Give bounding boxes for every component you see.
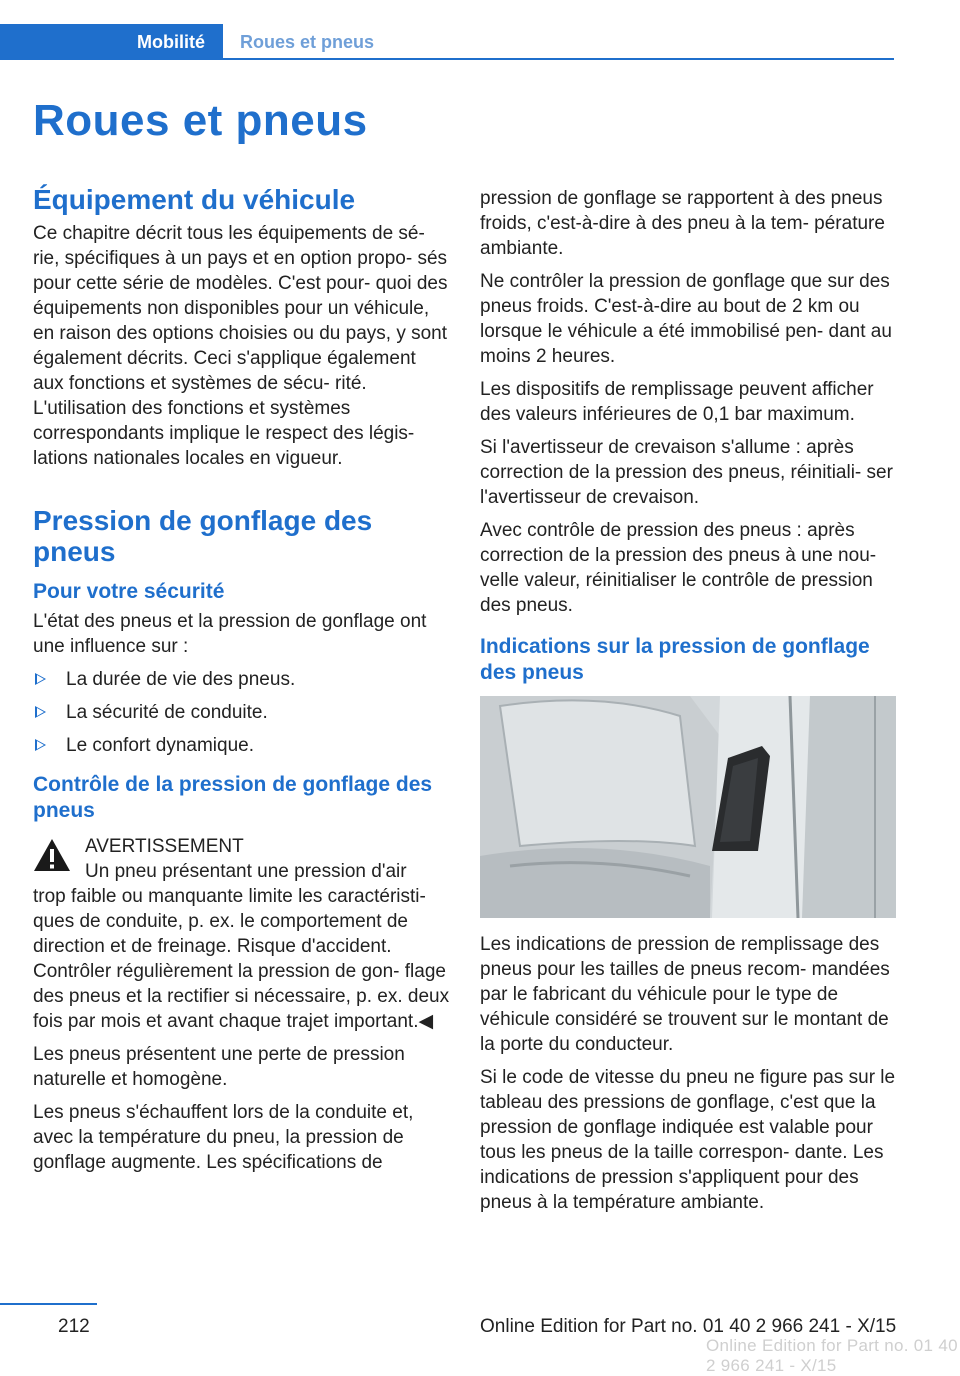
indications-heading: Indications sur la pression de gonflage des pneus	[480, 635, 870, 684]
pressure-heading: Pression de gonflage des pneus	[33, 505, 373, 567]
header-rule	[223, 58, 894, 60]
triangle-bullet-icon	[35, 739, 46, 751]
page-title: Roues et pneus	[33, 96, 368, 145]
list-item: La durée de vie des pneus.	[33, 667, 451, 692]
safety-heading: Pour votre sécurité	[33, 580, 225, 603]
list-item: Le confort dynamique.	[33, 733, 451, 758]
page-tab[interactable]: Roues et pneus	[240, 31, 375, 52]
safety-text: L'état des pneus et la pression de gonflage ont une influence sur :	[33, 611, 427, 657]
bullet-list	[33, 667, 451, 758]
warning-block	[33, 834, 451, 1034]
page-number: 212	[58, 1316, 90, 1337]
warning-text: Un pneu présentant une pression d'air trop faible ou manquante limite les caractéristi‐ ques de conduite, p. ex. le comportement de direction et de freinage. Risque d'accident. Contrôler régulièrement la pression de gon‐ flage des pneus et la rectifier si nécessaire, p. ex. deux fois par mois et avant chaque trajet important.◀	[33, 861, 450, 1032]
pressure-loss-text: Les pneus présentent une perte de pression naturelle et homogène.	[33, 1044, 405, 1090]
cold-tyres-text: pression de gonflage se rapportent à des pneus froids, c'est-à-dire à des pneu à la tem‐ pérature ambiante.	[480, 188, 885, 259]
triangle-bullet-icon	[35, 673, 46, 685]
tpms-text: Avec contrôle de pression des pneus : après correction de la pression des pneus à une nou‐ velle valeur, réinitialiser le contrôle de pression des pneus.	[480, 520, 877, 616]
right-column	[480, 186, 896, 1223]
list-item: La sécurité de conduite.	[33, 700, 451, 725]
watermark: Online Edition for Part no. 01 40 2 966 241 - X/15	[706, 1336, 958, 1375]
warning-triangle-icon	[33, 838, 71, 872]
speed-code-text: Si le code de vitesse du pneu ne figure pas sur le tableau des pressions de gonflage, c'est que la pression de gonflage indiquée est valable pour tous les pneus de la taille correspon‐ dante. Les indications de pression s'appliquent pour des pneus à la température ambiante.	[480, 1067, 896, 1213]
check-cold-text: Ne contrôler la pression de gonflage que sur des pneus froids. C'est-à-dire au bout de 2 km ou lorsque le véhicule a été immobilisé pen‐ dant au moins 2 heures.	[480, 271, 892, 367]
equipment-text: Ce chapitre décrit tous les équipements de sé‐ rie, spécifiques à un pays et en option propo‐ sés pour cette série de modèles. C'est pour‐ quoi des équipements non disponibles pour un véhicule, en raison des options choisies ou du pays, y sont également décrits. Ceci s'applique également aux fonctions et systèmes de sécu‐ rité. L'utilisation des fonctions et systèmes correspondants implique le respect des légis‐ lations nationales locales en vigueur.	[33, 223, 448, 469]
page-header	[0, 24, 894, 62]
door-pillar-photo	[480, 696, 896, 918]
footer-rule	[0, 1303, 97, 1305]
equipment-heading: Équipement du véhicule	[33, 184, 356, 215]
edition-note: Online Edition for Part no. 01 40 2 966 241 - X/15	[480, 1316, 897, 1337]
indications-text: Les indications de pression de remplissage des pneus pour les tailles de pneus recom‐ mandées par le fabricant du véhicule pour le type de véhicule considéré se trouvent sur le montant de la porte du conducteur.	[480, 934, 890, 1055]
control-heading: Contrôle de la pression de gonflage des pneus	[33, 773, 433, 822]
section-tab[interactable]: Mobilité	[0, 24, 223, 60]
left-column	[33, 184, 451, 1183]
heating-text: Les pneus s'échauffent lors de la conduite et, avec la température du pneu, la pression de gonflage augmente. Les spécifications de	[33, 1102, 414, 1173]
flat-tyre-text: Si l'avertisseur de crevaison s'allume : après correction de la pression des pneus, réinitiali‐ ser l'avertisseur de crevaison.	[480, 437, 893, 508]
warning-title: AVERTISSEMENT	[85, 836, 244, 857]
devices-text: Les dispositifs de remplissage peuvent afficher des valeurs inférieures de 0,1 bar maximum.	[480, 379, 874, 425]
triangle-bullet-icon	[35, 706, 46, 718]
